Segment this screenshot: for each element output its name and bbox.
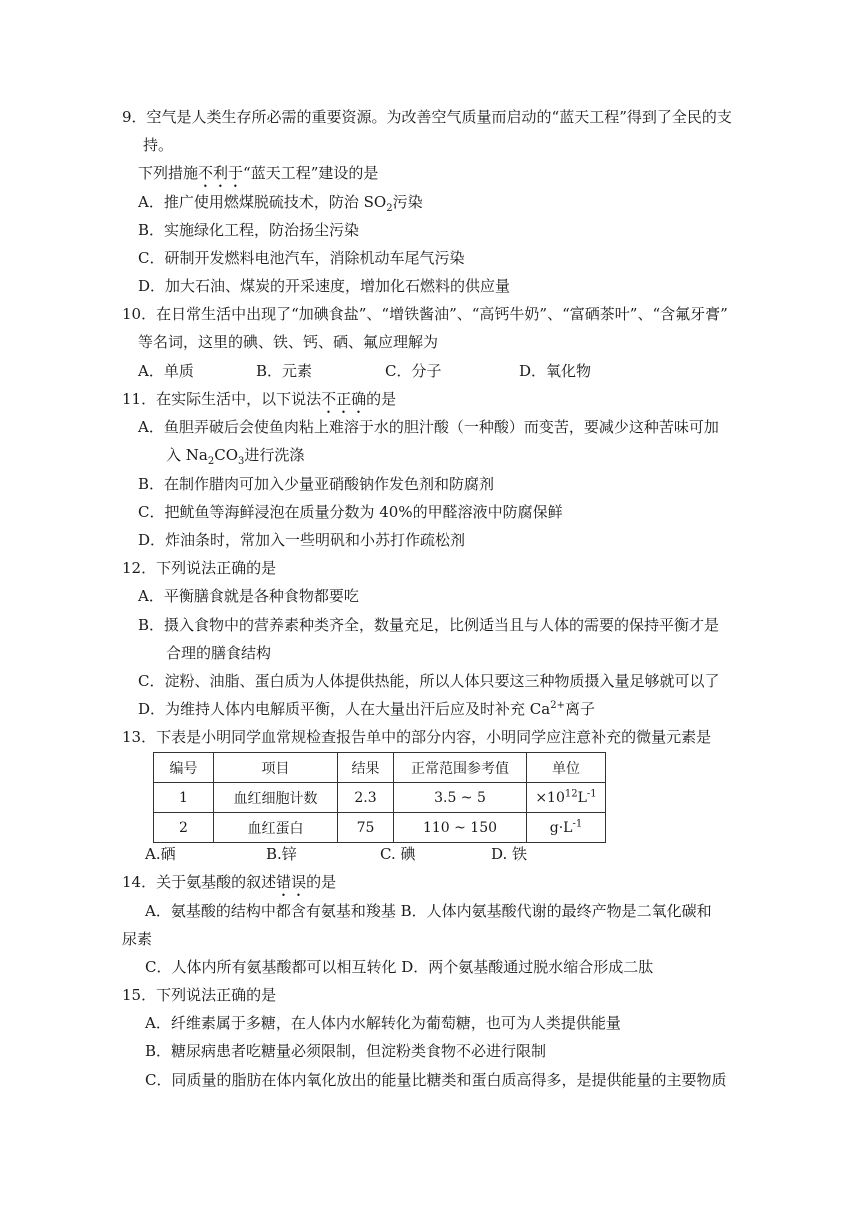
q12-option-c: C．淀粉、油脂、蛋白质为人体提供热能，所以人体只要这三种物质摄入量足够就可以了 (138, 672, 720, 690)
table-header-row (154, 753, 606, 783)
q13-option-d: D. 铁 (491, 845, 528, 863)
q15-stem: 15．下列说法正确的是 (122, 986, 277, 1004)
q13-stem: 13．下表是小明同学血常规检查报告单中的部分内容，小明同学应注意补充的微量元素是 (122, 728, 712, 746)
q10-option-a: A．单质 (138, 362, 194, 380)
q12-option-b-line2: 合理的膳食结构 (166, 644, 272, 662)
q14-stem (122, 872, 336, 900)
unit-sup: -1 (572, 817, 583, 829)
q15-option-a: A．纤维素属于多糖，在人体内水解转化为葡萄糖，也可为人类提供能量 (145, 1014, 621, 1032)
q11-a-formula-sub1: 2 (207, 456, 215, 467)
q14-options-ab-line1: A．氨基酸的结构中都含有氨基和羧基 B．人体内氨基酸代谢的最终产物是二氧化碳和 (145, 902, 712, 920)
q14-stem-pre: 14．关于氨基酸的叙述 (122, 873, 277, 891)
unit-text: ×10 (535, 789, 565, 806)
q11-emphasis: 不正确 (321, 390, 367, 408)
table-header: 正常范围参考值 (394, 753, 527, 783)
table-header: 结果 (338, 753, 394, 783)
q13-option-c: C. 碘 (380, 845, 416, 863)
q11-a-formula-mid: CO (214, 446, 238, 464)
q9-option-a-sub: 2 (386, 203, 393, 214)
q9-stem-line1: 9．空气是人类生存所必需的重要资源。为改善空气质量而启动的“蓝天工程”得到了全民的支 (122, 108, 732, 126)
table-cell: 75 (338, 813, 394, 843)
table-cell: 110 ~ 150 (394, 813, 527, 843)
q12-option-d-post: 离子 (564, 700, 595, 718)
q11-stem-post: 的是 (366, 390, 397, 408)
q9-option-a (138, 192, 423, 212)
table-cell: 血红细胞计数 (214, 783, 338, 813)
table-cell: 血红蛋白 (214, 813, 338, 843)
q12-option-d-pre: D．为维持人体内电解质平衡，人在大量出汗后应及时补充 Ca (138, 700, 551, 718)
table-row (154, 813, 606, 843)
q9-option-b: B．实施绿化工程，防治扬尘污染 (138, 221, 360, 239)
q10-stem-line2: 等名词，这里的碘、铁、钙、硒、氟应理解为 (138, 333, 439, 351)
table-header: 项目 (214, 753, 338, 783)
q9-option-a-post: 污染 (392, 193, 423, 211)
unit-sup: 12 (564, 787, 578, 799)
blood-test-table (153, 752, 606, 843)
q10-option-d: D．氧化物 (519, 362, 592, 380)
q10-option-b: B．元素 (256, 362, 313, 380)
q11-option-a-line2 (166, 445, 304, 465)
q14-stem-post: 的是 (306, 873, 337, 891)
q11-option-a-line1: A．鱼胆弄破后会使鱼肉粘上难溶于水的胆汁酸（一种酸）而变苦，要减少这种苦味可加 (138, 418, 719, 436)
q12-option-a: A．平衡膳食就是各种食物都要吃 (138, 587, 359, 605)
table-header: 单位 (527, 753, 606, 783)
q12-stem: 12．下列说法正确的是 (122, 559, 277, 577)
q10-option-c: C．分子 (385, 362, 442, 380)
q9-option-c: C．研制开发燃料电池汽车，消除机动车尾气污染 (138, 249, 465, 267)
q15-option-c: C．同质量的脂肪在体内氧化放出的能量比糖类和蛋白质高得多，是提供能量的主要物质 (145, 1071, 727, 1089)
q15-option-b: B．糖尿病患者吃糖量必须限制，但淀粉类食物不必进行限制 (145, 1042, 547, 1060)
q13-option-a: A.硒 (145, 845, 176, 863)
q11-option-d: D．炸油条时，常加入一些明矾和小苏打作疏松剂 (138, 531, 466, 549)
q14-options-cd: C．人体内所有氨基酸都可以相互转化 D．两个氨基酸通过脱水缩合形成二肽 (145, 958, 654, 976)
q9-substem-pre: 下列措施 (138, 164, 199, 182)
q11-stem (122, 389, 396, 417)
table-cell: 3.5 ~ 5 (394, 783, 527, 813)
table-cell: 2 (154, 813, 214, 843)
q12-option-b-line1: B．摄入食物中的营养素种类齐全，数量充足，比例适当且与人体的需要的保持平衡才是 (138, 616, 720, 634)
unit-text: L (577, 789, 587, 806)
table-header: 编号 (154, 753, 214, 783)
q11-option-b: B．在制作腊肉可加入少量亚硝酸钠作发色剂和防腐剂 (138, 475, 495, 493)
q13-option-b: B.锌 (266, 845, 297, 863)
table-row (154, 783, 606, 813)
q12-option-d (138, 699, 595, 719)
q14-options-ab-line2: 尿素 (122, 930, 153, 948)
table-cell-unit (527, 813, 606, 843)
q11-option-c: C．把鱿鱼等海鲜浸泡在质量分数为 40%的甲醛溶液中防腐保鲜 (138, 503, 563, 521)
q9-substem-post: “蓝天工程”建设的是 (243, 164, 379, 182)
q14-emphasis: 错误 (276, 873, 307, 891)
table-cell-unit (527, 783, 606, 813)
q10-stem-line1: 10．在日常生活中出现了“加碘食盐”、“增铁酱油”、“高钙牛奶”、“富硒茶叶”、“含氟牙膏” (122, 305, 728, 323)
unit-sup: -1 (586, 787, 597, 799)
q11-a-formula-pre: 入 Na (166, 446, 208, 464)
q11-a-formula-sub2: 3 (238, 456, 245, 467)
q11-stem-pre: 11．在实际生活中，以下说法 (122, 390, 322, 408)
q9-emphasis: 不利于 (198, 164, 244, 182)
table-cell: 2.3 (338, 783, 394, 813)
q9-stem-line2: 持。 (143, 136, 174, 154)
unit-text: g·L (549, 819, 573, 836)
q9-substem (138, 163, 378, 191)
table-cell: 1 (154, 783, 214, 813)
q9-option-a-text: A．推广使用燃煤脱硫技术，防治 SO (138, 193, 387, 211)
q12-option-d-sup: 2+ (550, 700, 565, 711)
q9-option-d: D．加大石油、煤炭的开采速度，增加化石燃料的供应量 (138, 277, 511, 295)
q11-a-formula-post: 进行洗涤 (244, 446, 305, 464)
